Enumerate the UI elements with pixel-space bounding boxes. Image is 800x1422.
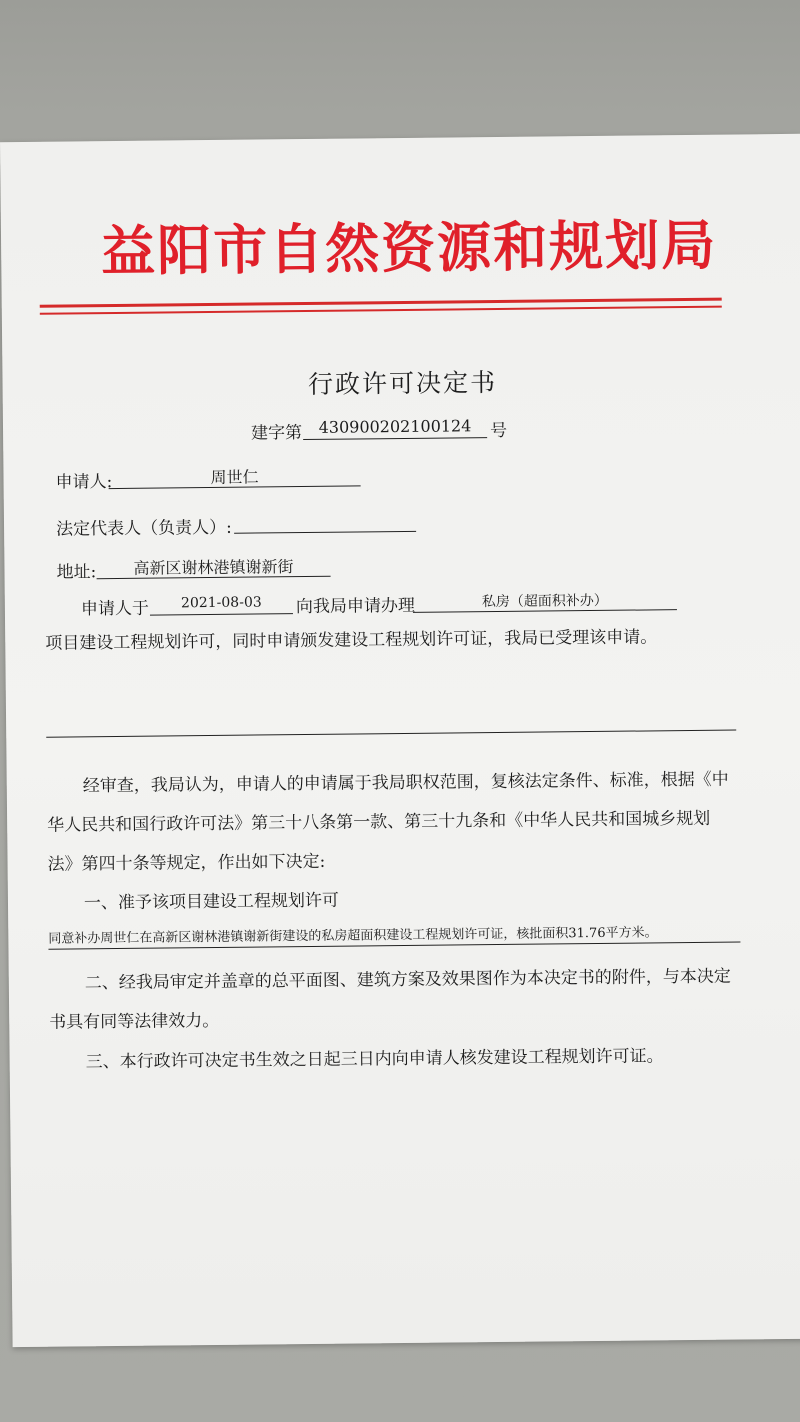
apply-prefix: 申请人于 [80, 598, 150, 620]
number-suffix: 号 [489, 420, 508, 442]
document-page [0, 134, 800, 1347]
decision-item-2-line-1: 二、经我局审定并盖章的总平面图、建筑方案及效果图作为本决定书的附件，与本决定 [84, 966, 731, 994]
decision-item-3: 三、本行政许可决定书生效之日起三日内向申请人核发建设工程规划许可证。 [85, 1046, 664, 1073]
apply-middle: 向我局申请办理 [295, 595, 416, 618]
agency-header: 益阳市自然资源和规划局 [100, 213, 718, 284]
legal-rep-underline [234, 531, 416, 534]
applicant-label: 申请人: [55, 472, 113, 493]
legal-rep-label: 法定代表人（负责人）: [55, 517, 232, 540]
blank-rule [46, 730, 736, 738]
review-line-3: 法》第四十条等规定，作出如下决定: [47, 851, 326, 875]
address-label: 地址: [56, 562, 97, 583]
number-underline [303, 437, 487, 440]
number-prefix: 建字第 [250, 423, 303, 444]
address-value: 高新区谢林港镇谢新街 [133, 557, 294, 578]
review-line-1: 经审查，我局认为，申请人的申请属于我局职权范围，复核法定条件、标准，根据《中 [82, 769, 729, 797]
review-line-2: 华人民共和国行政许可法》第三十八条第一款、第三十九条和《中华人民共和国城乡规划 [47, 808, 711, 836]
apply-project: 私房（超面积补办） [481, 592, 608, 611]
apply-date: 2021-08-03 [180, 594, 262, 612]
header-rule-thin [40, 306, 722, 315]
document-number: 430900202100124 [318, 416, 472, 437]
apply-rest: 项目建设工程规划许可，同时申请颁发建设工程规划许可证，我局已受理该申请。 [45, 627, 658, 654]
legal-rep-value [234, 510, 416, 512]
decision-item-2-line-2: 书具有同等法律效力。 [49, 1010, 220, 1033]
applicant-name: 周世仁 [210, 467, 259, 488]
apply-date-underline [150, 613, 293, 615]
document-title: 行政许可决定书 [307, 367, 498, 399]
decision-item-1-detail: 同意补办周世仁在高新区谢林港镇谢新街建设的私房超面积建设工程规划许可证，核批面积31.76平方米。 [48, 925, 658, 947]
decision-item-1: 一、准予该项目建设工程规划许可 [83, 890, 340, 914]
